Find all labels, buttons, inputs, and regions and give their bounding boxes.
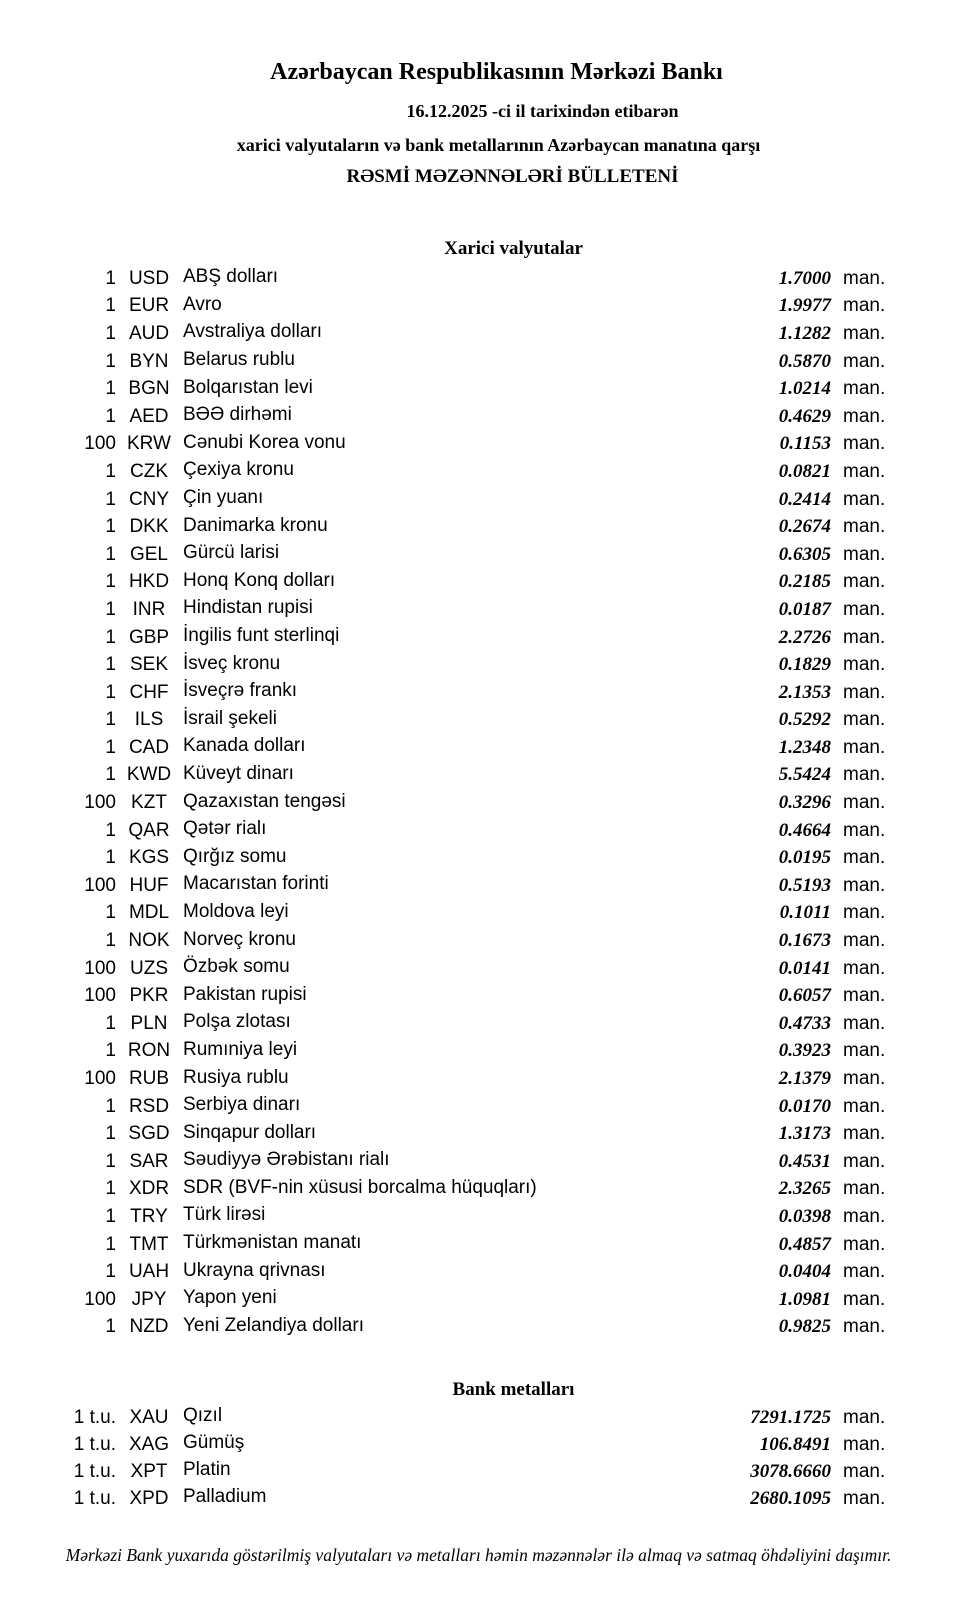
quantity: 1: [105, 1316, 116, 1338]
exchange-rate-row: [60, 982, 893, 1010]
unit-label: man.: [843, 847, 886, 869]
unit-label: man.: [843, 1406, 886, 1428]
quantity: 1: [105, 1261, 116, 1283]
currency-code: RSD: [128, 1095, 170, 1117]
currency-code: SEK: [129, 654, 169, 676]
currency-code: MDL: [128, 902, 170, 924]
currency-name: Gürcü larisi: [183, 542, 280, 564]
currency-name: Ukrayna qrivnası: [183, 1259, 326, 1281]
rate-value: 0.0170: [778, 1095, 831, 1117]
quantity: 1: [105, 571, 116, 593]
unit-label: man.: [843, 709, 886, 731]
currency-code: BGN: [128, 378, 170, 400]
exchange-rate-row: [60, 1120, 893, 1148]
rate-value: 5.5424: [778, 764, 831, 786]
currency-code: SAR: [129, 1150, 169, 1172]
rate-value: 0.6057: [778, 985, 831, 1007]
rate-value: 0.2185: [778, 571, 831, 593]
unit-label: man.: [843, 819, 886, 841]
currency-code: USD: [128, 267, 170, 289]
currency-name: Pakistan rupisi: [183, 983, 307, 1005]
currency-name: İngilis funt sterlinqi: [183, 625, 340, 647]
rate-value: 0.1153: [779, 433, 831, 455]
quantity: 1: [105, 460, 116, 482]
metal-rate-row: [60, 1431, 893, 1458]
currency-code: TMT: [129, 1233, 169, 1255]
rate-value: 0.1011: [779, 902, 831, 924]
quantity: 1: [105, 1040, 116, 1062]
currency-name: Macarıstan forinti: [183, 873, 329, 895]
quantity: 1: [105, 1178, 116, 1200]
currency-code: NZD: [129, 1316, 169, 1338]
unit-label: man.: [843, 1233, 886, 1255]
quantity: 1: [105, 764, 116, 786]
quantity: 1: [105, 736, 116, 758]
rate-value: 2680.1095: [750, 1487, 831, 1509]
rate-value: 1.7000: [778, 267, 831, 289]
unit-label: man.: [843, 543, 886, 565]
currency-name: SDR (BVF-nin xüsusi borcalma hüquqları): [183, 1176, 537, 1198]
rate-value: 7291.1725: [750, 1406, 831, 1428]
quantity: 100: [84, 1288, 116, 1310]
unit-label: man.: [843, 654, 886, 676]
currency-name: Norveç kronu: [183, 928, 296, 950]
metals-section-title: Bank metalları: [452, 1379, 575, 1400]
currency-name: Qazaxıstan tengəsi: [183, 790, 346, 812]
quantity: 1: [105, 902, 116, 924]
currency-code: BYN: [129, 350, 169, 372]
rate-value: 0.4531: [778, 1150, 831, 1172]
currency-code: XPT: [130, 1460, 168, 1482]
quantity: 1 t.u.: [73, 1487, 116, 1509]
currency-name: Danimarka kronu: [183, 514, 328, 536]
quantity: 100: [84, 433, 116, 455]
currency-code: DKK: [129, 516, 169, 538]
disclaimer-text: Mərkəzi Bank yuxarıda göstərilmiş valyutaları və metalları həmin məzənnələr ilə almaq və satmaq öhdəliyini daşımır.: [65, 1545, 892, 1565]
rate-value: 3078.6660: [750, 1460, 831, 1482]
effective-date-line: 16.12.2025 -ci il tarixindən etibarən: [406, 101, 679, 121]
quantity: 100: [84, 1068, 116, 1090]
unit-label: man.: [843, 764, 886, 786]
currency-code: KGS: [128, 847, 170, 869]
rate-value: 1.0981: [778, 1288, 831, 1310]
currency-name: Rumıniya leyi: [183, 1038, 298, 1060]
rate-value: 0.5292: [778, 709, 831, 731]
rate-value: 0.3923: [778, 1040, 831, 1062]
currency-code: XAG: [128, 1433, 170, 1455]
currency-code: INR: [132, 598, 166, 620]
currencies-section-title: Xarici valyutalar: [444, 238, 583, 259]
unit-label: man.: [843, 1123, 886, 1145]
rate-value: 0.4629: [778, 405, 831, 427]
exchange-rate-row: [60, 1010, 893, 1038]
currency-code: KRW: [127, 433, 171, 455]
quantity: 1: [105, 267, 116, 289]
currency-name: Türkmənistan manatı: [183, 1232, 362, 1254]
quantity: 1: [105, 1150, 116, 1172]
unit-label: man.: [843, 350, 886, 372]
rate-value: 0.0187: [778, 598, 831, 620]
metal-rate-row: [60, 1485, 893, 1512]
currency-name: Özbək somu: [183, 956, 290, 978]
exchange-rate-row: [60, 1286, 893, 1314]
unit-label: man.: [843, 322, 886, 344]
exchange-rate-row: [60, 293, 893, 321]
currency-code: KWD: [126, 764, 172, 786]
page-title: Azərbaycan Respublikasının Mərkəzi Bankı: [270, 59, 723, 85]
metals-table: [60, 1404, 893, 1512]
currency-name: Polşa zlotası: [183, 1011, 291, 1033]
rate-value: 0.1673: [778, 930, 831, 952]
rate-value: 1.3173: [778, 1123, 831, 1145]
rate-value: 0.3296: [778, 792, 831, 814]
exchange-rate-row: [60, 513, 893, 541]
quantity: 1: [105, 930, 116, 952]
quantity: 1 t.u.: [73, 1406, 116, 1428]
exchange-rate-row: [60, 762, 893, 790]
rate-value: 0.0195: [778, 847, 831, 869]
unit-label: man.: [843, 295, 886, 317]
rate-value: 2.2726: [778, 626, 831, 648]
quantity: 1: [105, 1012, 116, 1034]
currency-name: Kanada dolları: [183, 735, 306, 757]
exchange-rate-row: [60, 1314, 893, 1342]
currency-name: Rusiya rublu: [183, 1066, 289, 1088]
unit-label: man.: [843, 571, 886, 593]
exchange-rate-row: [60, 844, 893, 872]
exchange-rate-row: [60, 1203, 893, 1231]
quantity: 1 t.u.: [73, 1433, 116, 1455]
quantity: 100: [84, 792, 116, 814]
currency-code: PLN: [130, 1012, 168, 1034]
exchange-rate-row: [60, 817, 893, 845]
currency-name: Platin: [183, 1459, 231, 1480]
unit-label: man.: [843, 433, 886, 455]
currency-name: Cənubi Korea vonu: [183, 431, 346, 453]
quantity: 1: [105, 598, 116, 620]
quantity: 1: [105, 654, 116, 676]
unit-label: man.: [843, 1068, 886, 1090]
currency-code: XPD: [129, 1487, 169, 1509]
currency-code: HUF: [129, 874, 169, 896]
rate-value: 0.6305: [778, 543, 831, 565]
rate-value: 0.1829: [778, 654, 831, 676]
currency-name: Küveyt dinarı: [183, 762, 294, 784]
currency-code: TRY: [130, 1205, 168, 1227]
rate-value: 0.0404: [778, 1261, 831, 1283]
exchange-rate-row: [60, 265, 893, 293]
currency-name: Yeni Zelandiya dolları: [183, 1314, 364, 1336]
quantity: 1: [105, 709, 116, 731]
rate-value: 0.0398: [778, 1205, 831, 1227]
rate-value: 1.9977: [778, 295, 831, 317]
currency-code: CHF: [129, 681, 169, 703]
quantity: 1: [105, 1095, 116, 1117]
currency-code: CAD: [128, 736, 170, 758]
quantity: 1: [105, 295, 116, 317]
quantity: 1: [105, 405, 116, 427]
exchange-rate-row: [60, 624, 893, 652]
unit-label: man.: [843, 516, 886, 538]
rate-value: 1.2348: [778, 736, 831, 758]
quantity: 100: [84, 957, 116, 979]
unit-label: man.: [843, 626, 886, 648]
rate-value: 0.4733: [778, 1012, 831, 1034]
exchange-rate-row: [60, 348, 893, 376]
currency-code: GBP: [128, 626, 170, 648]
unit-label: man.: [843, 985, 886, 1007]
exchange-rate-row: [60, 900, 893, 928]
unit-label: man.: [843, 681, 886, 703]
quantity: 1: [105, 819, 116, 841]
unit-label: man.: [843, 736, 886, 758]
unit-label: man.: [843, 957, 886, 979]
unit-label: man.: [843, 1040, 886, 1062]
exchange-rate-row: [60, 375, 893, 403]
currency-code: QAR: [128, 819, 170, 841]
quantity: 1: [105, 1123, 116, 1145]
unit-label: man.: [843, 598, 886, 620]
currency-name: Qızıl: [183, 1405, 223, 1426]
currency-name: Avro: [183, 293, 222, 315]
exchange-rate-row: [60, 486, 893, 514]
rate-value: 0.0141: [778, 957, 831, 979]
currency-code: AED: [129, 405, 169, 427]
exchange-rate-row: [60, 431, 893, 459]
unit-label: man.: [843, 1205, 886, 1227]
subtitle-line: xarici valyutaların və bank metallarının Azərbaycan manatına qarşı: [236, 135, 761, 155]
currency-code: RON: [127, 1040, 171, 1062]
rate-value: 0.9825: [778, 1316, 831, 1338]
exchange-rate-row: [60, 927, 893, 955]
currency-code: CNY: [128, 488, 170, 510]
currency-code: EUR: [128, 295, 170, 317]
exchange-rate-row: [60, 458, 893, 486]
unit-label: man.: [843, 1178, 886, 1200]
unit-label: man.: [843, 1012, 886, 1034]
metal-rate-row: [60, 1458, 893, 1485]
currencies-table: [60, 265, 893, 1341]
currency-name: Serbiya dinarı: [183, 1094, 301, 1116]
rate-value: 0.4857: [778, 1233, 831, 1255]
unit-label: man.: [843, 1150, 886, 1172]
unit-label: man.: [843, 1433, 886, 1455]
currency-code: JPY: [131, 1288, 167, 1310]
currency-name: Moldova leyi: [183, 900, 289, 922]
currency-name: Çexiya kronu: [183, 459, 294, 481]
currency-name: İsrail şekeli: [183, 707, 277, 729]
exchange-rate-row: [60, 872, 893, 900]
exchange-rate-row: [60, 320, 893, 348]
currency-name: Bolqarıstan levi: [183, 376, 313, 398]
quantity: 1 t.u.: [73, 1460, 116, 1482]
currency-code: PKR: [129, 985, 169, 1007]
currency-name: Hindistan rupisi: [183, 597, 313, 619]
quantity: 1: [105, 626, 116, 648]
currency-code: KZT: [131, 792, 167, 814]
exchange-rate-row: [60, 541, 893, 569]
exchange-rate-row: [60, 596, 893, 624]
unit-label: man.: [843, 405, 886, 427]
rate-value: 2.3265: [778, 1178, 831, 1200]
exchange-rate-row: [60, 1231, 893, 1259]
rate-value: 2.1353: [778, 681, 831, 703]
bulletin-title: RƏSMİ MƏZƏNNƏLƏRİ BÜLLETENİ: [346, 166, 679, 187]
quantity: 1: [105, 1233, 116, 1255]
currency-code: XDR: [128, 1178, 170, 1200]
currency-code: SGD: [128, 1123, 170, 1145]
currency-name: Səudiyyə Ərəbistanı rialı: [183, 1149, 390, 1171]
currency-name: Qırğız somu: [183, 845, 287, 867]
currency-name: BƏƏ dirhəmi: [183, 404, 292, 426]
exchange-rate-row: [60, 569, 893, 597]
quantity: 100: [84, 874, 116, 896]
unit-label: man.: [843, 460, 886, 482]
exchange-rate-row: [60, 1038, 893, 1066]
currency-name: ABŞ dolları: [183, 266, 279, 288]
currency-code: XAU: [129, 1406, 169, 1428]
rate-value: 0.2414: [778, 488, 831, 510]
unit-label: man.: [843, 792, 886, 814]
exchange-rate-row: [60, 734, 893, 762]
unit-label: man.: [843, 1460, 886, 1482]
unit-label: man.: [843, 930, 886, 952]
currency-name: Palladium: [183, 1486, 267, 1507]
rate-value: 0.5193: [778, 874, 831, 896]
exchange-rate-row: [60, 1148, 893, 1176]
quantity: 1: [105, 847, 116, 869]
currency-code: HKD: [128, 571, 170, 593]
currency-code: UAH: [128, 1261, 170, 1283]
exchange-rate-row: [60, 1093, 893, 1121]
exchange-rate-row: [60, 651, 893, 679]
rate-value: 1.0214: [778, 378, 831, 400]
currency-code: RUB: [128, 1068, 170, 1090]
unit-label: man.: [843, 874, 886, 896]
rate-value: 0.4664: [778, 819, 831, 841]
currency-name: İsveçrə frankı: [183, 680, 298, 702]
rate-value: 106.8491: [759, 1433, 831, 1455]
unit-label: man.: [843, 1316, 886, 1338]
quantity: 1: [105, 1205, 116, 1227]
rate-value: 0.2674: [778, 516, 831, 538]
exchange-rate-row: [60, 1065, 893, 1093]
rate-value: 2.1379: [778, 1068, 831, 1090]
exchange-rate-row: [60, 1176, 893, 1204]
currency-name: Yapon yeni: [183, 1287, 277, 1309]
rate-value: 1.1282: [778, 322, 831, 344]
currency-code: GEL: [129, 543, 169, 565]
quantity: 100: [84, 985, 116, 1007]
exchange-rate-row: [60, 707, 893, 735]
currency-name: Sinqapur dolları: [183, 1121, 317, 1143]
quantity: 1: [105, 488, 116, 510]
quantity: 1: [105, 543, 116, 565]
metal-rate-row: [60, 1404, 893, 1431]
currency-name: Belarus rublu: [183, 349, 295, 371]
unit-label: man.: [843, 1095, 886, 1117]
currency-code: UZS: [130, 957, 168, 979]
unit-label: man.: [843, 378, 886, 400]
currency-code: ILS: [134, 709, 164, 731]
currency-name: Türk lirəsi: [183, 1204, 266, 1226]
currency-name: Gümüş: [183, 1432, 245, 1453]
quantity: 1: [105, 516, 116, 538]
quantity: 1: [105, 350, 116, 372]
rate-value: 0.0821: [778, 460, 831, 482]
unit-label: man.: [843, 1261, 886, 1283]
quantity: 1: [105, 322, 116, 344]
currency-name: Avstraliya dolları: [183, 321, 323, 343]
currency-code: AUD: [128, 322, 170, 344]
unit-label: man.: [843, 902, 886, 924]
rate-value: 0.5870: [778, 350, 831, 372]
currency-name: Qətər rialı: [183, 818, 267, 840]
quantity: 1: [105, 681, 116, 703]
exchange-rate-row: [60, 1258, 893, 1286]
exchange-rate-row: [60, 955, 893, 983]
exchange-rate-row: [60, 403, 893, 431]
exchange-rate-row: [60, 679, 893, 707]
currency-code: NOK: [128, 930, 170, 952]
unit-label: man.: [843, 267, 886, 289]
unit-label: man.: [843, 1288, 886, 1310]
unit-label: man.: [843, 488, 886, 510]
currency-name: İsveç kronu: [183, 652, 281, 674]
exchange-rate-row: [60, 789, 893, 817]
currency-code: CZK: [130, 460, 168, 482]
currency-name: Honq Konq dolları: [183, 569, 336, 591]
currency-name: Çin yuanı: [183, 487, 264, 509]
quantity: 1: [105, 378, 116, 400]
unit-label: man.: [843, 1487, 886, 1509]
